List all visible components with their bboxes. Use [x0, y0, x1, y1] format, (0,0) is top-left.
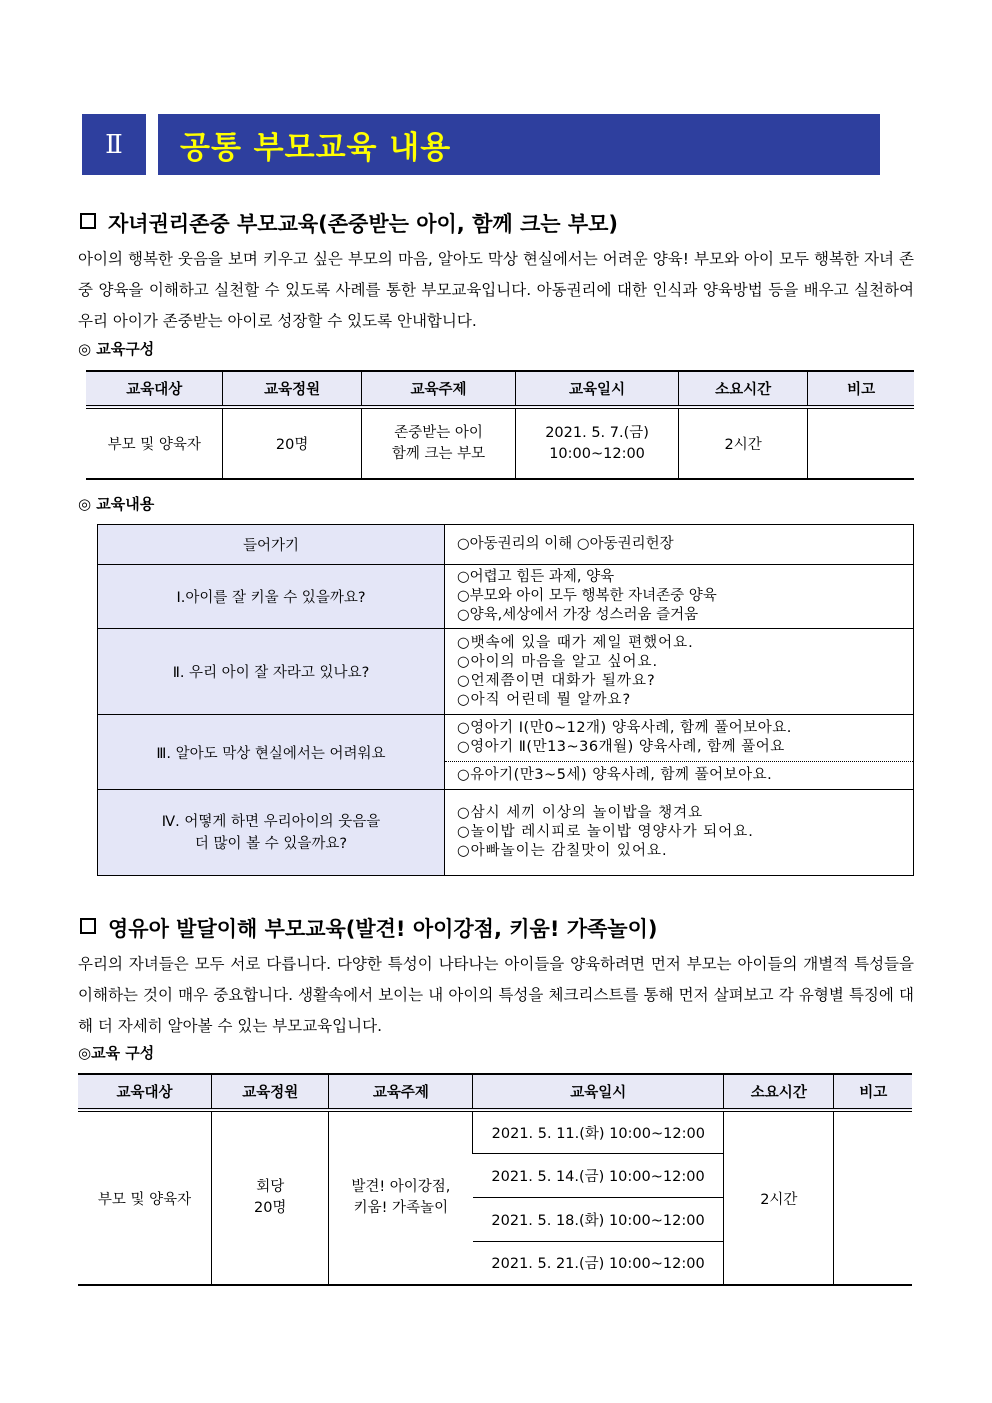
cell-target: 부모 및 양육자 [107, 437, 201, 453]
content-s2-items: ○뱃속에 있을 때가 제일 편했어요. ○아이의 마음을 알고 싶어요. ○언제쯤이면 대화가 될까요? ○아직 어린데 뭘 알까요? [445, 629, 914, 715]
content-s4-title: Ⅳ. 어떻게 하면 우리아이의 웃음을 더 많이 볼 수 있을까요? [98, 790, 445, 876]
cell-duration: 2시간 [678, 407, 807, 479]
header-topic: 교육주제 [329, 1074, 473, 1110]
cell-capacity: 회당 20명 [212, 1110, 329, 1285]
part2-composition-table [78, 1073, 912, 1286]
cell-note [808, 407, 914, 479]
part1-heading-text: 자녀권리존중 부모교육(존중받는 아이, 함께 크는 부모) [108, 212, 619, 236]
section-title: 공통 부모교육 내용 [158, 114, 880, 175]
part2-heading-text: 영유아 발달이해 부모교육(발견! 아이강점, 키움! 가족놀이) [108, 917, 658, 941]
part1-content-label: ◎ 교육내용 [78, 495, 155, 513]
table-header-row [86, 371, 914, 407]
table-header-row [78, 1074, 912, 1110]
content-s4-items: ○삼시 세끼 이상의 놀이밥을 챙겨요 ○놀이밥 레시피로 놀이밥 영양사가 되어요. ○아빠놀이는 감칠맛이 있어요. [445, 790, 914, 876]
table-row [78, 1110, 912, 1153]
content-s3-title: Ⅲ. 알아도 막상 현실에서는 어려워요 [98, 715, 445, 790]
part1-heading [80, 208, 618, 238]
header-note: 비고 [834, 1074, 912, 1110]
content-row-s2 [98, 629, 914, 715]
header-target: 교육대상 [126, 382, 183, 398]
part1-composition-label: ◎ 교육구성 [78, 340, 155, 358]
part1-composition-table [86, 370, 914, 480]
content-intro-items: ○아동권리의 이해 ○아동권리헌장 [445, 525, 914, 565]
part1-content-table [97, 524, 914, 876]
content-row-intro [98, 525, 914, 565]
part2-heading [80, 913, 657, 943]
cell-target: 부모 및 양육자 [97, 1191, 192, 1208]
square-bullet-icon [80, 918, 96, 934]
cell-date: 2021. 5. 21.(금) 10:00~12:00 [491, 1256, 705, 1273]
header-date: 교육일시 [516, 371, 679, 407]
header-note: 비고 [808, 371, 914, 407]
cell-date: 2021. 5. 11.(화) 10:00~12:00 [473, 1110, 724, 1153]
header-duration: 소요시간 [678, 371, 807, 407]
part2-paragraph: 우리의 자녀들은 모두 서로 다릅니다. 다양한 특성이 나타나는 아이들을 양육하려면 먼저 부모는 아이들의 개별적 특성들을 이해하는 것이 매우 중요합니다. 생활속에서 보이는 내 아이의 특성을 체크리스트를 통해 먼저 살펴보고 각 유형별 특징에 대해 더 자세히 알아볼 수 있는 부모교육입니다. [78, 955, 914, 1035]
cell-date: 2021. 5. 18.(화) 10:00~12:00 [491, 1212, 705, 1229]
header-capacity: 교육정원 [212, 1074, 329, 1110]
content-s2-title: Ⅱ. 우리 아이 잘 자라고 있나요? [98, 629, 445, 715]
cell-capacity: 20명 [223, 407, 361, 479]
content-row-s3 [98, 715, 914, 790]
content-row-s1 [98, 565, 914, 629]
content-row-s4 [98, 790, 914, 876]
header-target: 교육대상 [116, 1085, 173, 1101]
header-topic: 교육주제 [361, 371, 515, 407]
part1-paragraph: 아이의 행복한 웃음을 보며 키우고 싶은 부모의 마음, 알아도 막상 현실에서는 어려운 양육! 부모와 아이 모두 행복한 자녀 존중 양육을 이해하고 실천할 수 있도록 사례를 통한 부모교육입니다. 아동권리에 대한 인식과 양육방법 등을 배우고 실천하여 우리 아이가 존중받는 아이로 성장할 수 있도록 안내합니다. [78, 250, 914, 330]
cell-topic: 존중받는 아이 함께 크는 부모 [361, 407, 515, 479]
cell-date: 2021. 5. 7.(금) 10:00~12:00 [516, 407, 679, 479]
header-capacity: 교육정원 [223, 371, 361, 407]
content-s3-items: ○영아기 Ⅰ(만0~12개) 양육사례, 함께 풀어보아요. ○영아기 Ⅱ(만13~36개월) 양육사례, 함께 풀어요 ○유아기(만3~5세) 양육사례, 함께 풀어보아요. [445, 715, 914, 790]
square-bullet-icon [80, 213, 96, 229]
part2-composition-label: ◎교육 구성 [78, 1044, 155, 1062]
section-number: Ⅱ [82, 114, 146, 175]
content-intro-title: 들어가기 [98, 525, 445, 565]
cell-date: 2021. 5. 14.(금) 10:00~12:00 [491, 1168, 705, 1185]
header-duration: 소요시간 [724, 1074, 834, 1110]
content-s1-items: ○어렵고 힘든 과제, 양육 ○부모와 아이 모두 행복한 자녀존중 양육 ○양육,세상에서 가장 성스러움 즐거움 [445, 565, 914, 629]
cell-note [834, 1110, 912, 1285]
cell-duration: 2시간 [724, 1110, 834, 1285]
table-row [86, 407, 914, 479]
content-s1-title: Ⅰ.아이를 잘 키울 수 있을까요? [98, 565, 445, 629]
header-date: 교육일시 [473, 1074, 724, 1110]
cell-topic: 발견! 아이강점, 키움! 가족놀이 [329, 1110, 473, 1285]
